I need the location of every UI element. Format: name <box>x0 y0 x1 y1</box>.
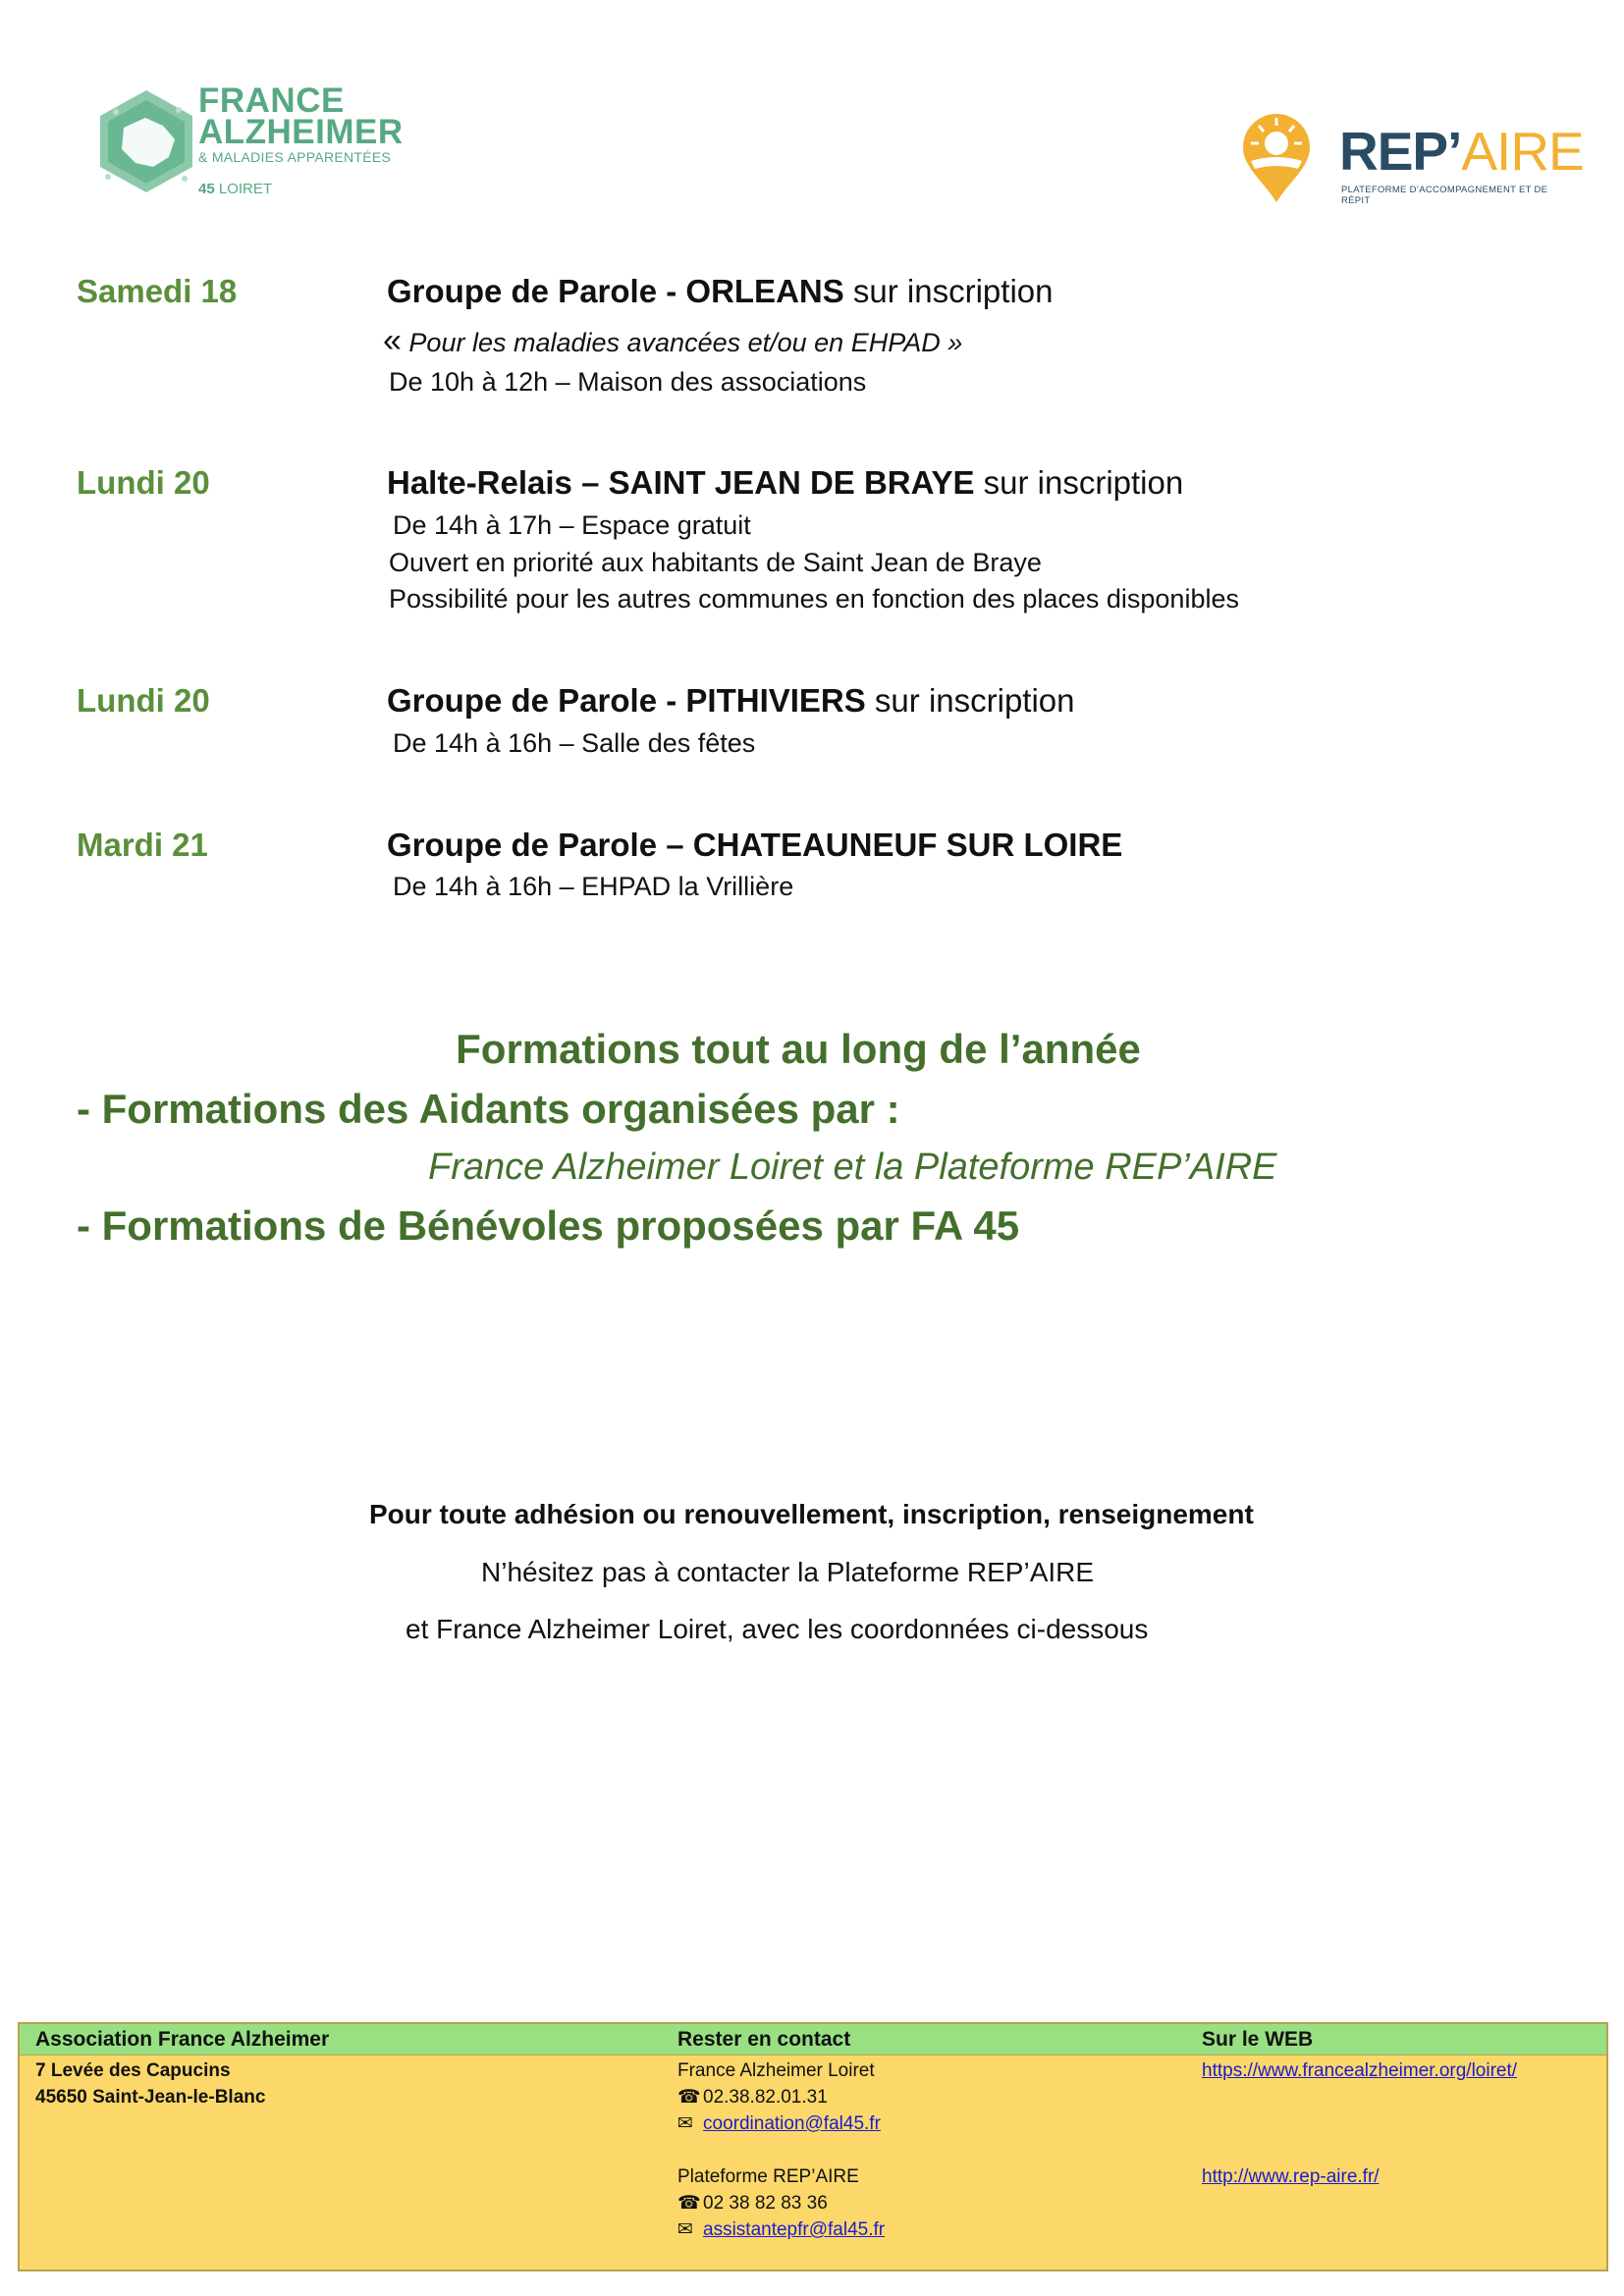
repaire-logo <box>1239 110 1584 208</box>
event-title <box>387 827 1122 864</box>
footer-col-association: Association France Alzheimer <box>35 2028 330 2051</box>
event-title-rest: sur inscription <box>974 464 1184 501</box>
formations-aidants: - Formations des Aidants organisées par : <box>77 1086 900 1132</box>
mail-hand-icon: ✉ <box>677 2113 693 2134</box>
logo-dept-name: LOIRET <box>218 181 273 197</box>
event-subtitle-text: Pour les maladies avancées et/ou en EHPAD » <box>401 328 963 357</box>
logo-line-maladies: & MALADIES APPARENTÉES <box>198 149 392 165</box>
footer-fa-email-link[interactable]: coordination@fal45.fr <box>703 2113 881 2134</box>
footer-repaire-email-row <box>677 2216 885 2243</box>
event-title-bold: Groupe de Parole - ORLEANS <box>387 273 844 309</box>
event-detail: De 10h à 12h – Maison des associations <box>389 367 867 397</box>
france-map-hexagon-icon <box>94 88 198 194</box>
event-title-bold: Groupe de Parole – CHATEAUNEUF SUR LOIRE <box>387 827 1123 863</box>
event-title <box>387 682 1075 720</box>
footer-col-contact: Rester en contact <box>677 2028 851 2051</box>
repaire-name-part1: REP’ <box>1339 121 1462 182</box>
event-title-bold: Halte-Relais – SAINT JEAN DE BRAYE <box>387 464 975 501</box>
footer-repaire-phone-row <box>677 2190 828 2216</box>
formations-benevoles: - Formations de Bénévoles proposées par FA 45 <box>77 1202 1020 1249</box>
footer-fa-phone: 02.38.82.01.31 <box>703 2087 828 2108</box>
footer-repaire-phone: 02 38 82 83 36 <box>703 2193 828 2214</box>
event-day: Lundi 20 <box>77 464 210 501</box>
logo-dept-num: 45 <box>198 181 215 197</box>
footer-contact-table <box>18 2022 1608 2271</box>
footer-fa-email-row <box>677 2110 881 2137</box>
event-detail: De 14h à 16h – EHPAD la Vrillière <box>393 872 794 901</box>
footer-address-line: 7 Levée des Capucins <box>35 2060 231 2081</box>
phone-icon: ☎ <box>677 2087 701 2108</box>
france-alzheimer-logo <box>94 81 428 202</box>
repaire-logo-name <box>1339 121 1584 182</box>
repaire-name-part2: AIRE <box>1461 121 1584 182</box>
event-detail: Possibilité pour les autres communes en fonction des places disponibles <box>389 584 1239 614</box>
event-title-rest: sur inscription <box>865 682 1075 719</box>
sun-pin-icon <box>1239 110 1314 204</box>
contact-intro-bold: Pour toute adhésion ou renouvellement, inscription, renseignement <box>369 1499 1254 1529</box>
event-subtitle <box>383 322 962 360</box>
footer-fa-phone-row <box>677 2084 828 2110</box>
phone-icon: ☎ <box>677 2193 701 2214</box>
footer-repaire-web-link[interactable]: http://www.rep-aire.fr/ <box>1202 2166 1380 2187</box>
mail-hand-icon: ✉ <box>677 2219 693 2240</box>
event-day: Lundi 20 <box>77 682 210 719</box>
logo-line-alzheimer: ALZHEIMER <box>198 113 404 151</box>
contact-line: N’hésitez pas à contacter la Plateforme REP’AIRE <box>481 1557 1095 1587</box>
formations-aidants-orgs: France Alzheimer Loiret et la Plateforme REP’AIRE <box>428 1147 1277 1188</box>
footer-fa-name: France Alzheimer Loiret <box>677 2060 875 2081</box>
logo-line-france: FRANCE <box>198 81 345 120</box>
event-title-bold: Groupe de Parole - PITHIVIERS <box>387 682 866 719</box>
event-detail: De 14h à 16h – Salle des fêtes <box>393 728 756 758</box>
repaire-tagline: PLATEFORME D’ACCOMPAGNEMENT ET DE RÉPIT <box>1341 185 1548 206</box>
footer-address-line: 45650 Saint-Jean-le-Blanc <box>35 2087 266 2108</box>
logo-dept <box>198 181 272 197</box>
footer-repaire-name: Plateforme REP’AIRE <box>677 2166 859 2187</box>
event-detail: De 14h à 17h – Espace gratuit <box>393 510 751 540</box>
event-day: Samedi 18 <box>77 273 238 309</box>
footer-col-web: Sur le WEB <box>1202 2028 1314 2051</box>
formations-heading-text: Formations tout au long de l’année <box>456 1026 1141 1072</box>
event-title <box>387 464 1183 502</box>
footer-header-row <box>20 2024 1606 2056</box>
footer-fa-web-link[interactable]: https://www.francealzheimer.org/loiret/ <box>1202 2060 1518 2081</box>
contact-line: et France Alzheimer Loiret, avec les coordonnées ci-dessous <box>406 1614 1149 1644</box>
event-title <box>387 273 1054 310</box>
event-title-rest: sur inscription <box>843 273 1054 309</box>
event-subtitle-quote: « <box>383 322 402 359</box>
formations-heading <box>0 1026 1624 1073</box>
footer-repaire-email-link[interactable]: assistantepfr@fal45.fr <box>703 2219 886 2240</box>
event-day: Mardi 21 <box>77 827 208 863</box>
event-detail: Ouvert en priorité aux habitants de Saint Jean de Braye <box>389 548 1042 577</box>
